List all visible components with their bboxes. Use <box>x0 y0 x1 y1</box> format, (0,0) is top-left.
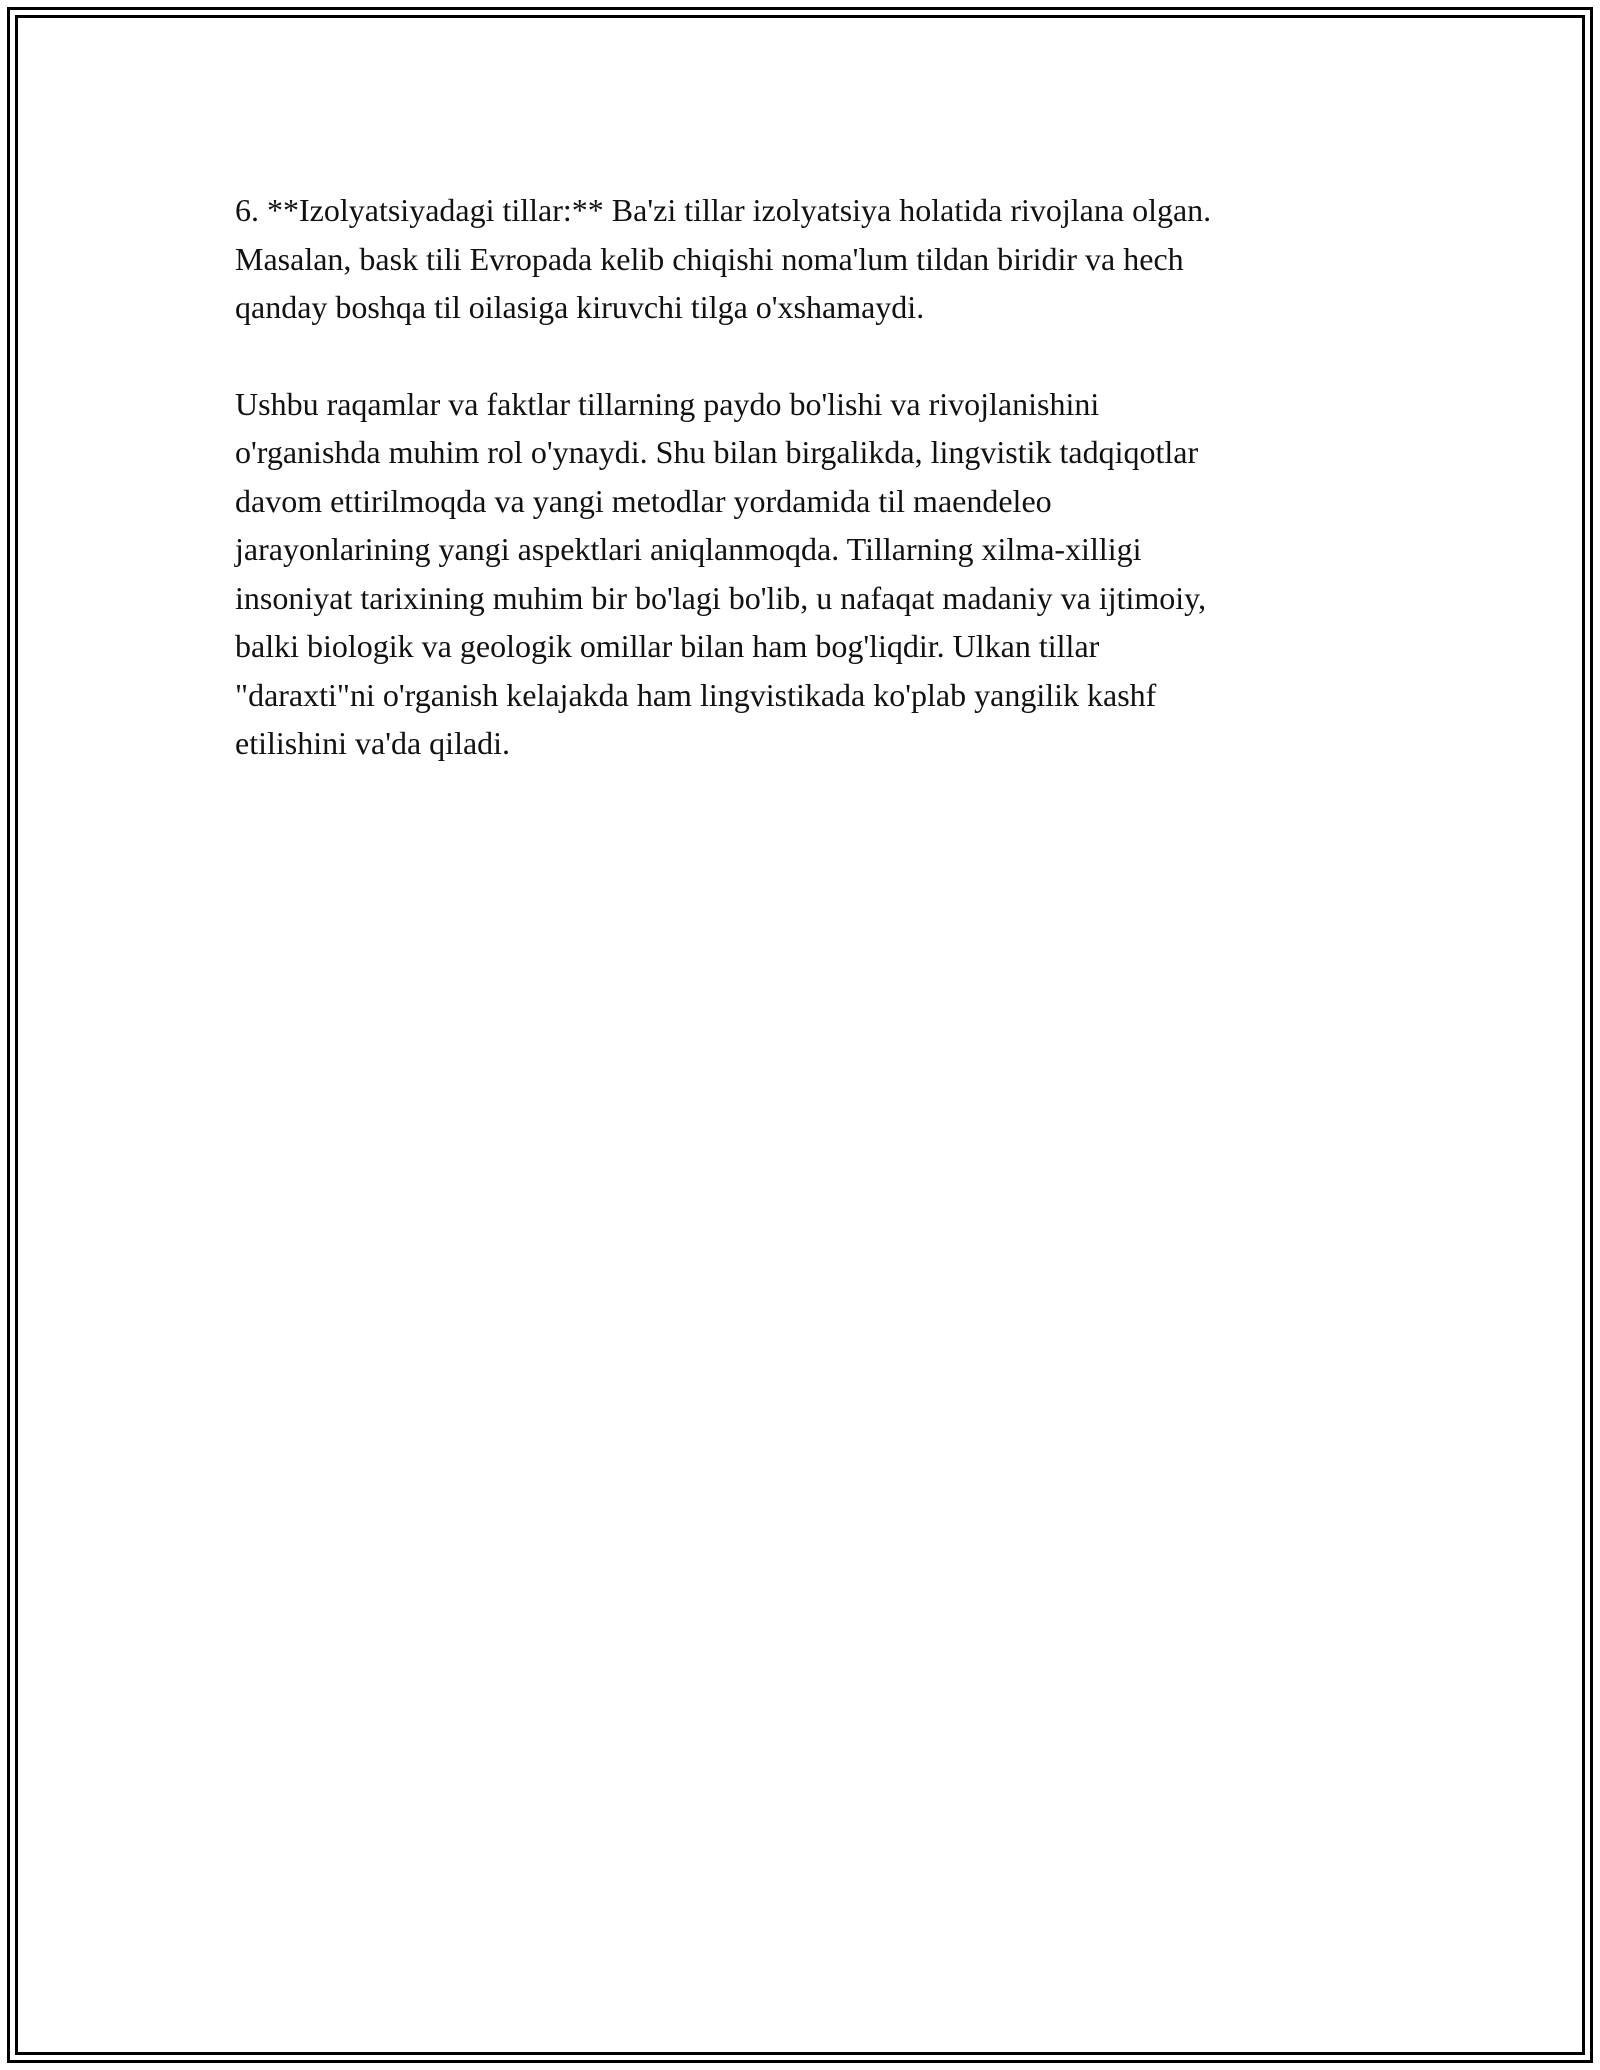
paragraph-isolated-languages: 6. **Izolyatsiyadagi tillar:** Ba'zi tillar izolyatsiya holatida rivojlana olgan. Masalan, bask tili Evropada kelib chiqishi noma'lum tildan biridir va hech qanday boshqa til oilasiga kiruvchi tilga o'xshamaydi. <box>235 192 1212 325</box>
document-body <box>235 186 1365 768</box>
paragraph-conclusion: Ushbu raqamlar va faktlar tillarning paydo bo'lishi va rivojlanishini o'rganishda muhim rol o'ynaydi. Shu bilan birgalikda, lingvistik tadqiqotlar davom ettirilmoqda va yangi metodlar yordamida til maendeleo jarayonlarining yangi aspektlari aniqlanmoqda. Tillarning xilma-xilligi insoniyat tarixining muhim bir bo'lagi bo'lib, u nafaqat madaniy va ijtimoiy, balki biologik va geologik omillar bilan ham bog'liqdir. Ulkan tillar "daraxti"ni o'rganish kelajakda ham lingvistikada ko'plab yangilik kashf etilishini va'da qiladi. <box>235 385 1207 761</box>
